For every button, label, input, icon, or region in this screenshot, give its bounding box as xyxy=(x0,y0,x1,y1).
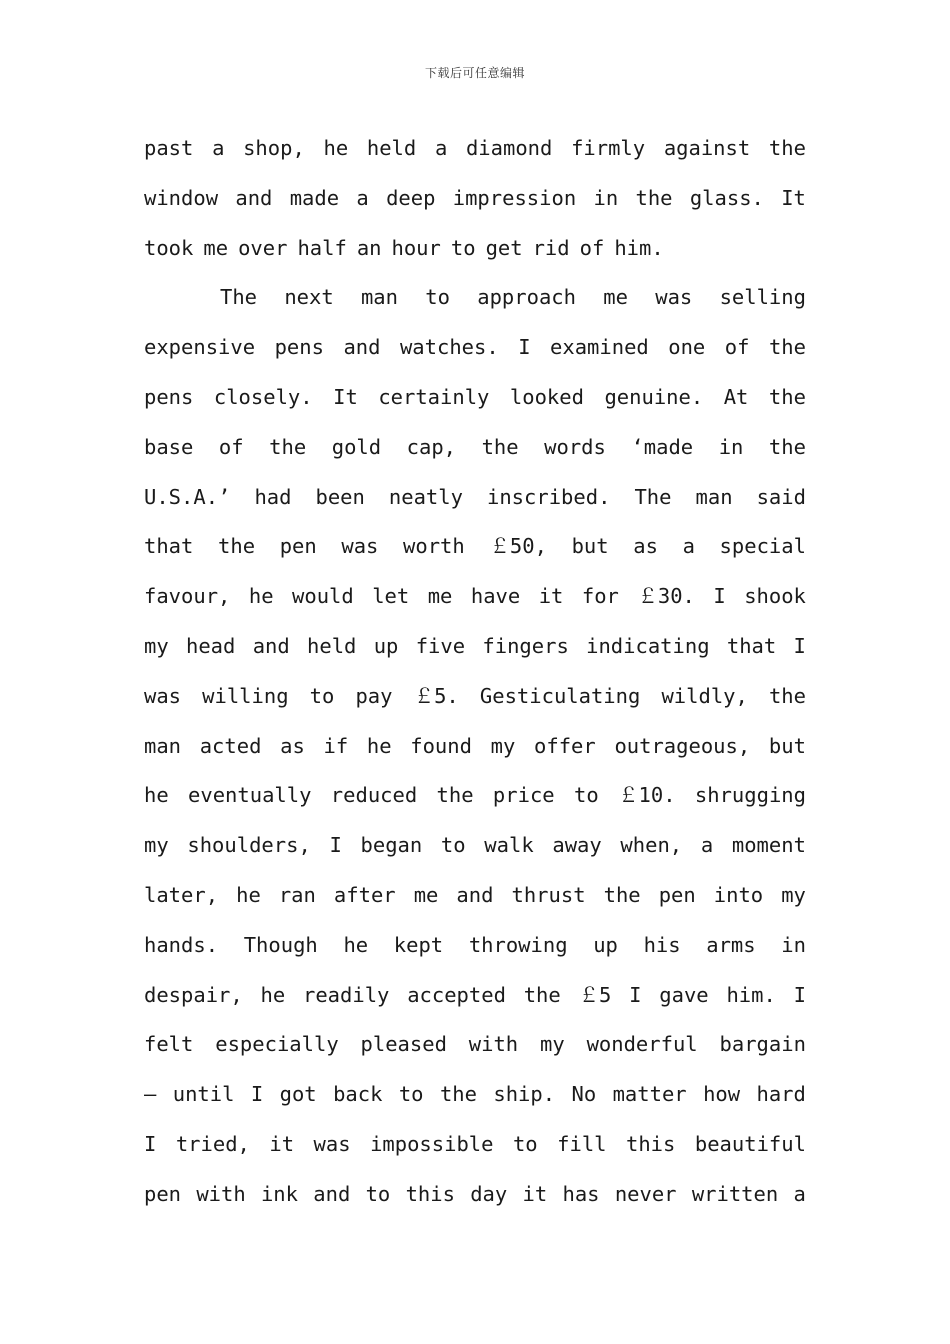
word: my xyxy=(540,1032,565,1057)
text-line xyxy=(144,1070,806,1120)
word: I xyxy=(629,982,642,1007)
word: ￡50, xyxy=(489,534,547,559)
word: man xyxy=(695,484,733,509)
word: closely. xyxy=(213,384,313,409)
word: felt xyxy=(144,1032,194,1057)
word: I xyxy=(793,982,806,1007)
word: later, xyxy=(144,882,219,907)
word: ship. xyxy=(493,1082,556,1107)
text-line xyxy=(144,572,806,622)
word: written xyxy=(691,1181,779,1206)
word: hard xyxy=(756,1082,806,1107)
word: but xyxy=(571,534,609,559)
word: me xyxy=(413,882,439,907)
word: he xyxy=(343,932,369,957)
word: The xyxy=(220,285,258,310)
word: that xyxy=(144,534,194,559)
word: into xyxy=(713,882,764,907)
word: impossible xyxy=(370,1131,494,1156)
word: selling xyxy=(719,285,806,310)
word: head xyxy=(186,633,236,658)
word: a xyxy=(793,1181,806,1206)
word: and xyxy=(235,185,273,210)
word: ink xyxy=(260,1181,298,1206)
word: was xyxy=(313,1131,351,1156)
word: a xyxy=(700,833,714,858)
word: has xyxy=(562,1181,600,1206)
word: it xyxy=(269,1131,295,1156)
word: to xyxy=(512,1131,538,1156)
word: It xyxy=(333,384,358,409)
word: the xyxy=(768,434,806,459)
word: to xyxy=(365,1181,391,1206)
word: how xyxy=(703,1082,741,1107)
word: eventually xyxy=(188,783,312,808)
text-line xyxy=(144,921,806,971)
word: got xyxy=(279,1082,317,1107)
text-line xyxy=(144,672,806,722)
word: my xyxy=(781,882,806,907)
word: fingers xyxy=(482,633,569,658)
word: especially xyxy=(215,1032,339,1057)
word: pens xyxy=(274,335,324,360)
word: examined xyxy=(550,335,649,360)
text-line xyxy=(144,124,806,174)
word: held xyxy=(366,136,417,160)
word: but xyxy=(768,733,806,758)
word: to xyxy=(440,833,466,858)
word: his xyxy=(643,932,681,957)
word: diamond xyxy=(465,136,553,160)
word: pens xyxy=(144,384,194,409)
word: until xyxy=(172,1082,235,1107)
word: it xyxy=(538,584,564,609)
word: back xyxy=(333,1082,383,1107)
word: thrust xyxy=(511,882,586,907)
word: have xyxy=(470,584,521,609)
word: he xyxy=(248,584,274,609)
word: this xyxy=(626,1131,676,1156)
word: five xyxy=(415,633,466,658)
word: shrugging xyxy=(694,783,806,808)
word: accepted xyxy=(407,982,506,1007)
word: hands. xyxy=(144,932,219,957)
word: willing xyxy=(202,683,289,708)
word: beautiful xyxy=(694,1131,806,1156)
word: pen xyxy=(279,534,317,559)
word: shook xyxy=(744,584,806,609)
text-line xyxy=(144,1170,806,1220)
word: was xyxy=(655,285,693,310)
word: glass. xyxy=(689,185,764,210)
word: past xyxy=(144,136,194,160)
word: pen xyxy=(658,882,696,907)
word: this xyxy=(405,1181,455,1206)
word: of xyxy=(579,235,605,260)
word: over xyxy=(238,235,288,260)
word: to xyxy=(573,783,599,808)
text-line xyxy=(144,174,806,224)
word: acted xyxy=(199,733,262,758)
word: the xyxy=(218,534,256,559)
word: neatly xyxy=(388,484,463,509)
word: of xyxy=(724,335,750,360)
word: certainly xyxy=(378,384,490,409)
word: me xyxy=(427,584,453,609)
word: bargain xyxy=(719,1032,806,1057)
word: ￡30. xyxy=(637,584,695,609)
word: the xyxy=(481,434,519,459)
word: a xyxy=(356,185,369,210)
word: man xyxy=(360,285,398,310)
word: began xyxy=(360,833,423,858)
word: next xyxy=(284,285,334,310)
word: Gesticulating xyxy=(479,683,641,708)
word: in xyxy=(718,434,744,459)
text-line xyxy=(144,1120,806,1170)
word: pen xyxy=(144,1181,182,1206)
word: — xyxy=(144,1082,157,1107)
text-line xyxy=(144,373,806,423)
word: he xyxy=(323,136,349,160)
word: gave xyxy=(659,982,709,1007)
word: the xyxy=(439,1082,477,1107)
word: I xyxy=(329,833,342,858)
word: worth xyxy=(403,534,465,559)
word: It xyxy=(781,185,806,210)
word: price xyxy=(492,783,555,808)
word: away xyxy=(552,833,602,858)
text-line xyxy=(144,423,806,473)
word: reduced xyxy=(330,783,418,808)
word: At xyxy=(723,384,749,409)
word: No xyxy=(571,1082,597,1107)
text-line xyxy=(144,522,806,572)
text-line xyxy=(144,473,806,523)
word: wildly, xyxy=(661,683,748,708)
word: shoulders, xyxy=(187,833,311,858)
word: the xyxy=(269,434,307,459)
word: walk xyxy=(484,833,534,858)
word: favour, xyxy=(144,584,231,609)
word: special xyxy=(719,534,806,559)
word: I xyxy=(144,1131,157,1156)
word: my xyxy=(490,733,516,758)
word: ￡5 xyxy=(578,982,612,1007)
word: the xyxy=(768,136,806,160)
word: I xyxy=(713,584,726,609)
word: cap, xyxy=(406,434,457,459)
word: against xyxy=(663,136,751,160)
word: a xyxy=(682,534,695,559)
word: been xyxy=(315,484,365,509)
word: The xyxy=(634,484,672,509)
word: looked xyxy=(509,384,584,409)
word: in xyxy=(593,185,619,210)
word: the xyxy=(523,982,561,1007)
word: if xyxy=(323,733,349,758)
word: made xyxy=(289,185,340,210)
word: get xyxy=(485,235,523,260)
word: with xyxy=(468,1032,519,1057)
text-line xyxy=(144,273,806,323)
word: Though xyxy=(243,932,318,957)
word: was xyxy=(144,683,182,708)
word: base xyxy=(144,434,194,459)
word: and xyxy=(252,633,290,658)
text-line xyxy=(144,871,806,921)
word: kept xyxy=(393,932,444,957)
word: he xyxy=(260,982,286,1007)
word: up xyxy=(593,932,618,957)
text-line xyxy=(144,722,806,772)
text-line xyxy=(144,821,806,871)
word: readily xyxy=(303,982,390,1007)
word: to xyxy=(309,683,335,708)
word: when, xyxy=(620,833,683,858)
word: deep xyxy=(386,185,436,210)
word: indicating xyxy=(586,633,710,658)
word: I xyxy=(518,335,531,360)
word: him. xyxy=(726,982,776,1007)
word: impression xyxy=(452,185,577,210)
word: approach xyxy=(477,285,576,310)
word: it xyxy=(522,1181,548,1206)
word: genuine. xyxy=(604,384,704,409)
word: the xyxy=(768,335,806,360)
word: pleased xyxy=(360,1032,447,1057)
word: found xyxy=(410,733,472,758)
word: offer xyxy=(534,733,596,758)
word: never xyxy=(614,1181,677,1206)
word: one xyxy=(668,335,706,360)
body-text xyxy=(144,124,806,1220)
word: shop, xyxy=(243,136,305,160)
word: window xyxy=(144,185,219,210)
word: would xyxy=(292,584,354,609)
word: held xyxy=(307,633,357,658)
word: moment xyxy=(731,833,806,858)
word: after xyxy=(333,882,396,907)
text-line xyxy=(144,323,806,373)
page-header: 下载后可任意编辑 xyxy=(424,66,525,80)
word: tried, xyxy=(175,1131,250,1156)
word: with xyxy=(196,1181,246,1206)
word: and xyxy=(343,335,381,360)
word: to xyxy=(398,1082,424,1107)
word: my xyxy=(144,633,169,658)
word: an xyxy=(356,235,382,260)
word: the xyxy=(635,185,673,210)
text-line xyxy=(144,224,806,274)
word: matter xyxy=(612,1082,687,1107)
word: me xyxy=(603,285,628,310)
word: U.S.A.’ xyxy=(144,484,231,509)
word: him. xyxy=(614,235,664,260)
word: gold xyxy=(331,434,382,459)
word: as xyxy=(633,534,658,559)
word: pay xyxy=(355,683,393,708)
word: day xyxy=(470,1181,508,1206)
text-line xyxy=(144,971,806,1021)
word: I xyxy=(250,1082,264,1107)
word: inscribed. xyxy=(487,484,611,509)
word: outrageous, xyxy=(614,733,751,758)
word: throwing xyxy=(468,932,568,957)
word: to xyxy=(425,285,450,310)
word: arms xyxy=(706,932,756,957)
word: he xyxy=(236,882,261,907)
word: took xyxy=(144,235,194,260)
word: ￡10. xyxy=(618,783,676,808)
word: of xyxy=(218,434,244,459)
word: he xyxy=(366,733,392,758)
text-line xyxy=(144,622,806,672)
word: I xyxy=(793,633,806,658)
word: the xyxy=(768,384,806,409)
word: hour xyxy=(391,235,441,260)
word: me xyxy=(203,235,229,260)
word: ‘made xyxy=(631,434,694,459)
word: wonderful xyxy=(586,1032,698,1057)
word: the xyxy=(768,683,806,708)
word: as xyxy=(280,733,305,758)
word: for xyxy=(581,584,619,609)
word: to xyxy=(450,235,476,260)
word: watches. xyxy=(399,335,499,360)
word: rid xyxy=(532,235,570,260)
text-line xyxy=(144,1020,806,1070)
word: said xyxy=(756,484,806,509)
word: let xyxy=(372,584,410,609)
word: despair, xyxy=(144,982,243,1007)
word: up xyxy=(373,633,399,658)
word: half xyxy=(297,235,347,260)
word: and xyxy=(456,882,494,907)
word: and xyxy=(313,1181,351,1206)
word: the xyxy=(436,783,474,808)
text-line xyxy=(144,771,806,821)
word: fill xyxy=(557,1131,607,1156)
word: a xyxy=(434,136,448,160)
word: man xyxy=(144,733,182,758)
word: the xyxy=(603,882,641,907)
word: a xyxy=(212,136,225,160)
word: that xyxy=(726,633,777,658)
word: ￡5. xyxy=(413,683,459,708)
word: expensive xyxy=(144,335,256,360)
word: words xyxy=(544,434,606,459)
word: was xyxy=(341,534,379,559)
word: he xyxy=(144,783,169,808)
word: had xyxy=(254,484,292,509)
word: my xyxy=(144,833,169,858)
word: firmly xyxy=(571,136,646,160)
word: ran xyxy=(278,882,316,907)
word: in xyxy=(781,932,806,957)
